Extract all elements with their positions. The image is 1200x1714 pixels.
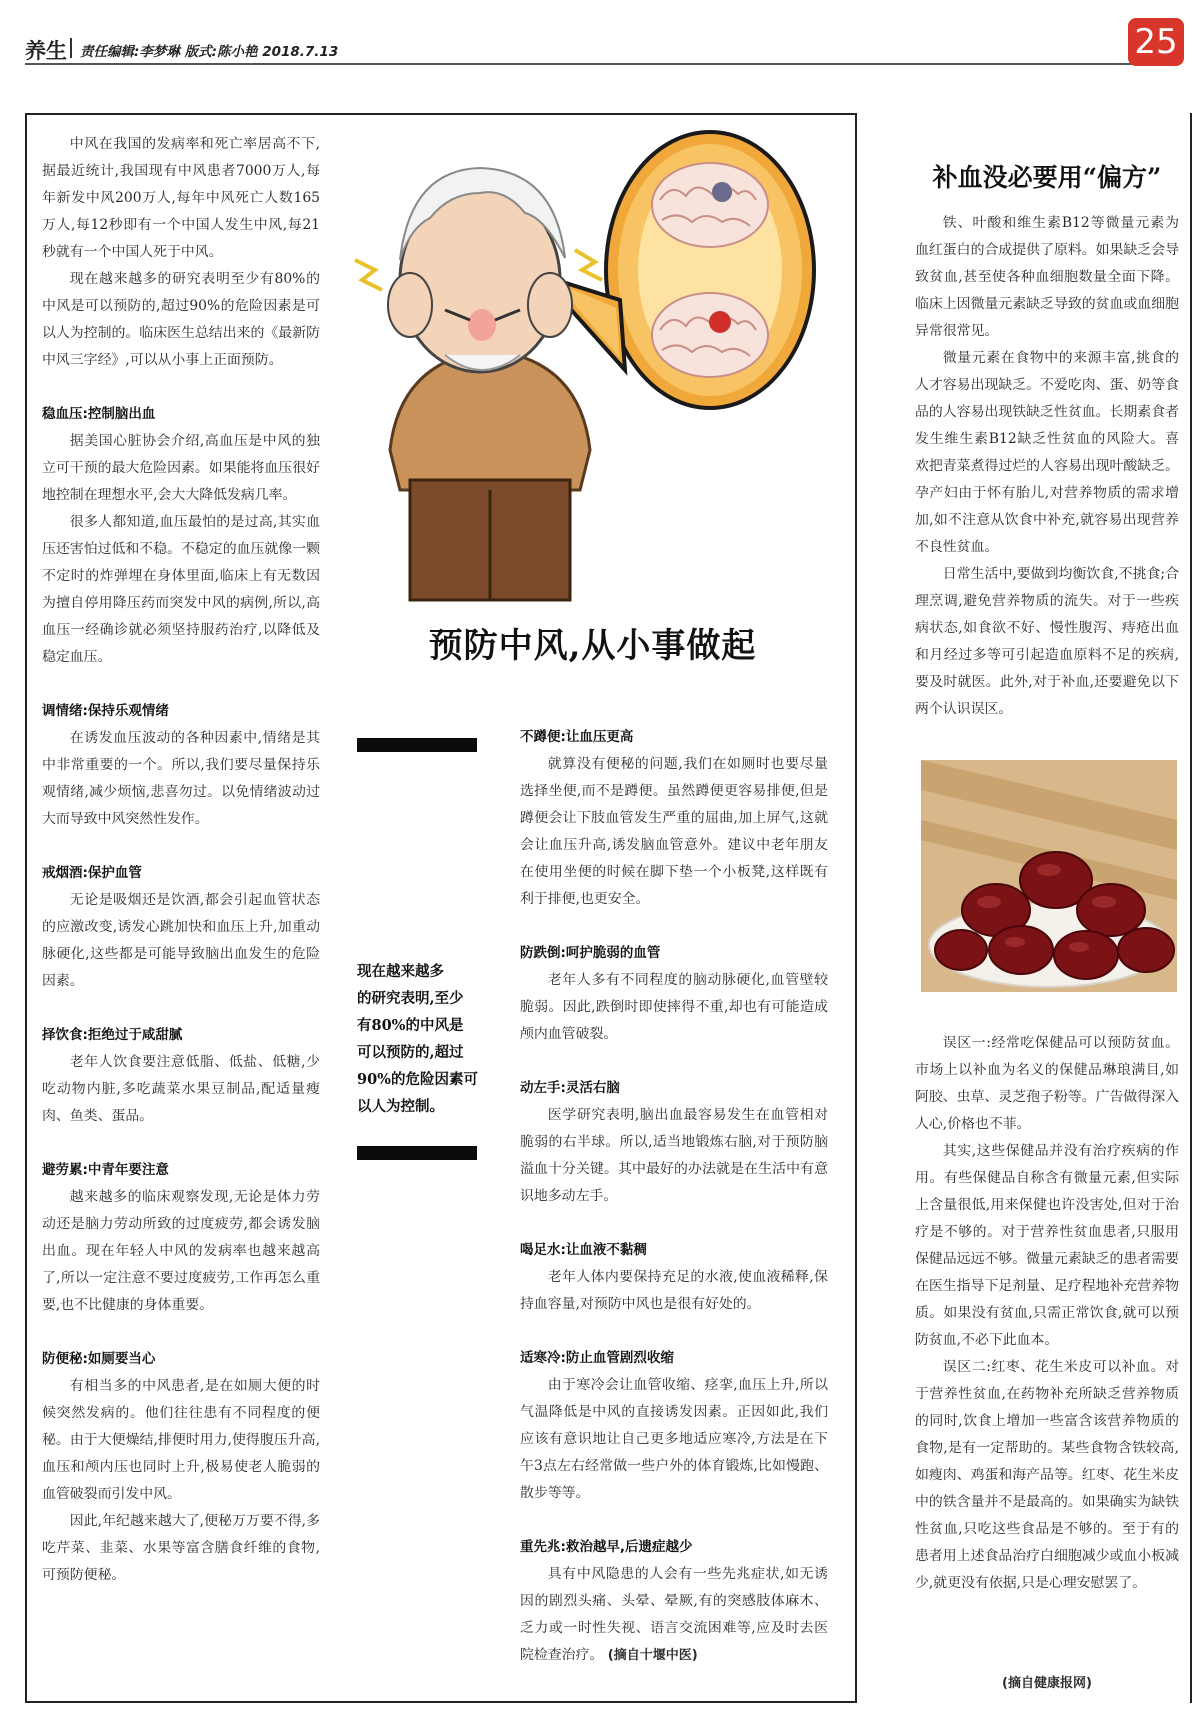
side-paragraph: 微量元素在食物中的来源丰富,挑食的人才容易出现缺乏。不爱吃肉、蛋、奶等食品的人容易出现铁缺乏性贫血。长期素食者发生维生素B12缺乏性贫血的风险大。喜欢把青菜煮得过烂的人容易出现叶酸缺乏。孕产妇由于怀有胎儿,对营养物质的需求增加,如不注意从饮食中补充,就容易出现营养不良性贫血。 [915,350,1179,555]
section-paragraph: 老年人饮食要注意低脂、低盐、低糖,少吃动物内脏,多吃蔬菜水果豆制品,配适量瘦肉、鱼类、蛋品。 [42,1054,320,1124]
section-heading: 适寒冷:防止血管剧烈收缩 [520,1350,674,1366]
red-dates-photo [921,760,1177,992]
section-paragraph: 在诱发血压波动的各种因素中,情绪是其中非常重要的一个。所以,我们要尽量保持乐观情绪,减少烦恼,悲喜勿过。以免情绪波动过大而导致中风突然性发作。 [42,730,320,827]
section-paragraph: 据美国心脏协会介绍,高血压是中风的独立可干预的最大危险因素。如果能将血压很好地控制在理想水平,会大大降低发病几率。 [42,433,320,503]
right-border [1190,113,1192,1703]
pull-quote-line: 的研究表明,至少 [357,990,464,1007]
side-paragraph: 其实,这些保健品并没有治疗疾病的作用。有些保健品自称含有微量元素,但实际上含量很低,用来保健也许没害处,但对于治疗是不够的。对于营养性贫血患者,只服用保健品远远不够。微量元素缺乏的患者需要在医生指导下足剂量、足疗程地补充营养物质。如果没有贫血,只需正常饮食,就可以预防贫血,不必下此血本。 [915,1143,1179,1348]
headline: 预防中风,从小事做起 [428,626,757,666]
side-paragraph: 误区一:经常吃保健品可以预防贫血。市场上以补血为名义的保健品琳琅满目,如阿胶、虫草、灵芝孢子粉等。广告做得深入人心,价格也不菲。 [915,1035,1179,1132]
section-heading: 戒烟酒:保护血管 [42,865,142,881]
side-column-bottom [915,1030,1179,1597]
section-paragraph: 老年人体内要保持充足的水液,使血液稀释,保持血容量,对预防中风也是很有好处的。 [520,1269,828,1312]
section-heading: 防跌倒:呵护脆弱的血管 [520,945,661,961]
editor-info: 责任编辑:李梦琳 版式:陈小艳 2018.7.13 [80,44,339,60]
quote-bar-top [357,738,477,752]
section-paragraph: 就算没有便秘的问题,我们在如厕时也要尽量选择坐便,而不是蹲便。虽然蹲便更容易排便,但是蹲便会让下肢血管发生严重的屈曲,加上屏气,这就会让血压升高,诱发脑血管意外。建议中老年朋友在使用坐便的时候在脚下垫一个小板凳,这样既有利于排便,也更安全。 [520,756,828,907]
header-rule [25,63,1175,65]
intro-paragraph: 现在越来越多的研究表明至少有80%的中风是可以预防的,超过90%的危险因素是可以人为控制的。临床医生总结出来的《最新防中风三字经》,可以从小事上正面预防。 [42,271,320,368]
middle-column [520,724,828,1669]
pull-quote-line: 以人为控制。 [357,1098,444,1115]
brain-icon [652,163,768,247]
pull-quote [357,958,487,1120]
section-paragraph: 无论是吸烟还是饮酒,都会引起血管状态的应激改变,诱发心跳加快和血压上升,加重动脉硬化,这些都是可能导致脑出血发生的危险因素。 [42,892,320,989]
section-paragraph: 很多人都知道,血压最怕的是过高,其实血压还害怕过低和不稳。不稳定的血压就像一颗不定时的炸弹埋在身体里面,临床上有无数因为擅自停用降压药而突发中风的病例,所以,高血压一经确诊就必须坚持服药治疗,以降低及稳定血压。 [42,514,320,665]
section-paragraph: 老年人多有不同程度的脑动脉硬化,血管壁较脆弱。因此,跌倒时即使摔得不重,却也有可能造成颅内血管破裂。 [520,972,828,1042]
header-divider [70,38,72,58]
page-number: 25 [1128,18,1184,66]
quote-bar-bottom [357,1146,477,1160]
section-heading: 调情绪:保持乐观情绪 [42,703,169,719]
left-column [42,131,320,1589]
section-heading: 避劳累:中青年要注意 [42,1162,169,1178]
section-paragraph [520,1561,828,1669]
section-paragraph: 越来越多的临床观察发现,无论是体力劳动还是脑力劳动所致的过度疲劳,都会诱发脑出血。现在年轻人中风的发病率也越来越高了,所以一定注意不要过度疲劳,工作再怎么重要,也不比健康的身体重要。 [42,1189,320,1313]
side-column-top [915,210,1179,723]
stroke-illustration [350,130,840,610]
section-heading: 重先兆:救治越早,后遗症越少 [520,1539,693,1555]
section-heading: 动左手:灵活右脑 [520,1080,620,1096]
section-heading: 不蹲便:让血压更高 [520,729,634,745]
pull-quote-line: 可以预防的,超过 [357,1044,464,1061]
section-paragraph: 有相当多的中风患者,是在如厕大便的时候突然发病的。他们往往患有不同程度的便秘。由于大便燥结,排便时用力,使得腹压升高,血压和颅内压也同时上升,极易使老人脆弱的血管破裂而引发中风。 [42,1378,320,1502]
section-heading: 防便秘:如厕要当心 [42,1351,156,1367]
side-paragraph: 日常生活中,要做到均衡饮食,不挑食;合理烹调,避免营养物质的流失。对于一些疾病状态,如食欲不好、慢性腹泻、痔疮出血和月经过多等可引起造血原料不足的疾病,要及时就医。此外,对于补血,还要避免以下两个认识误区。 [915,566,1179,717]
section-paragraph: 医学研究表明,脑出血最容易发生在血管相对脆弱的右半球。所以,适当地锻炼右脑,对于预防脑溢血十分关键。其中最好的办法就是在生活中有意识地多动左手。 [520,1107,828,1204]
pull-quote-line: 现在越来越多 [357,963,444,980]
section-heading: 择饮食:拒绝过于咸甜腻 [42,1027,183,1043]
brain-hemorrhage-icon [652,293,768,377]
side-article-title: 补血没必要用“偏方” [932,163,1162,192]
side-paragraph: 铁、叶酸和维生素B12等微量元素为血红蛋白的合成提供了原料。如果缺乏会导致贫血,甚至使各种血细胞数量全面下降。临床上因微量元素缺乏导致的贫血或血细胞异常很常见。 [915,215,1179,339]
side-source-credit: (摘自健康报网) [1002,1676,1092,1691]
section-title: 养生 [25,39,67,63]
paragraph-text: 具有中风隐患的人会有一些先兆症状,如无诱因的剧烈头痛、头晕、晕厥,有的突感肢体麻木、乏力或一时性失视、语言交流困难等,应及时去医院检查治疗。 [520,1566,828,1663]
section-paragraph: 因此,年纪越来越大了,便秘万万要不得,多吃芹菜、韭菜、水果等富含膳食纤维的食物,可预防便秘。 [42,1513,320,1583]
section-heading: 稳血压:控制脑出血 [42,406,156,422]
pull-quote-line: 90%的危险因素可 [357,1071,478,1088]
section-paragraph: 由于寒冷会让血管收缩、痉挛,血压上升,所以气温降低是中风的直接诱发因素。正因如此,我们应该有意识地让自己更多地适应寒冷,方法是在下午3点左右经常做一些户外的体育锻炼,比如慢跑、散步等等。 [520,1377,828,1501]
side-paragraph: 误区二:红枣、花生米皮可以补血。对于营养性贫血,在药物补充所缺乏营养物质的同时,饮食上增加一些富含该营养物质的食物,是有一定帮助的。某些食物含铁较高,如瘦肉、鸡蛋和海产品等。红枣、花生米皮中的铁含量并不是最高的。如果确实为缺铁性贫血,只吃这些食品是不够的。至于有的患者用上述食品治疗白细胞减少或血小板减少,就更没有依据,只是心理安慰罢了。 [915,1359,1179,1591]
pull-quote-line: 有80%的中风是 [357,1017,464,1034]
section-heading: 喝足水:让血液不黏稠 [520,1242,647,1258]
intro-paragraph: 中风在我国的发病率和死亡率居高不下,据最近统计,我国现有中风患者7000万人,每年新发中风200万人,每年中风死亡人数165万人,每12秒即有一个中国人发生中风,每21秒就有一个中国人死于中风。 [42,136,320,260]
source-credit: (摘自十堰中医) [607,1648,698,1663]
